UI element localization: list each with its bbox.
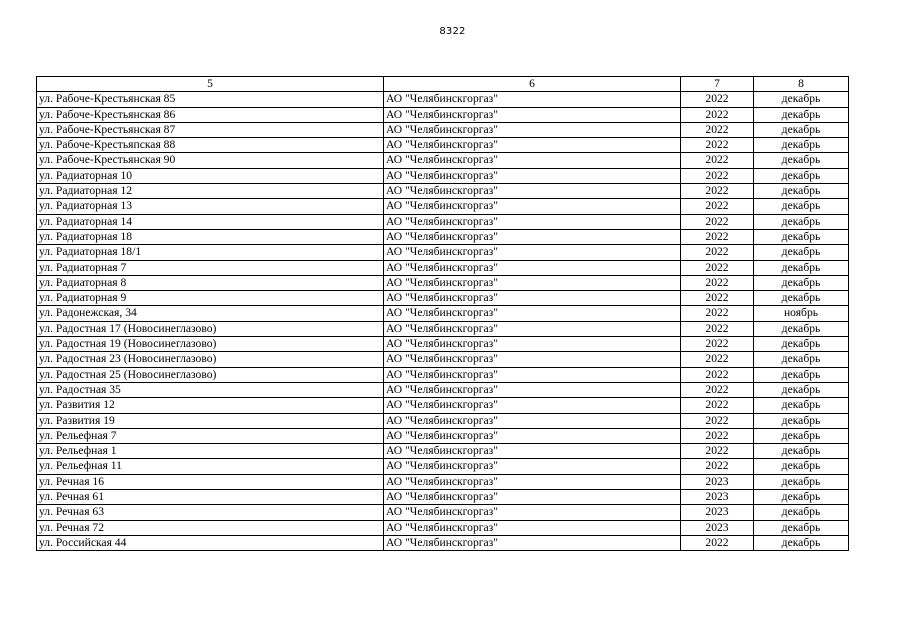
address-cell: ул. Рабоче-Крестьянская 87 <box>37 122 384 137</box>
year-cell: 2022 <box>681 122 754 137</box>
organization-cell: АО "Челябинскгоргаз" <box>384 520 681 535</box>
schedule-table <box>36 76 849 551</box>
month-cell: декабрь <box>754 199 849 214</box>
organization-cell: АО "Челябинскгоргаз" <box>384 337 681 352</box>
month-cell: декабрь <box>754 260 849 275</box>
table-row <box>37 337 849 352</box>
year-cell: 2022 <box>681 229 754 244</box>
year-cell: 2022 <box>681 291 754 306</box>
month-cell: декабрь <box>754 520 849 535</box>
address-cell: ул. Развития 12 <box>37 398 384 413</box>
table-row <box>37 352 849 367</box>
month-cell: декабрь <box>754 352 849 367</box>
table-row <box>37 520 849 535</box>
year-cell: 2022 <box>681 428 754 443</box>
address-cell: ул. Рельефная 11 <box>37 459 384 474</box>
organization-cell: АО "Челябинскгоргаз" <box>384 184 681 199</box>
address-cell: ул. Рабоче-Крестьянская 85 <box>37 92 384 107</box>
table-row <box>37 490 849 505</box>
table-row <box>37 428 849 443</box>
table-row <box>37 367 849 382</box>
organization-cell: АО "Челябинскгоргаз" <box>384 245 681 260</box>
address-cell: ул. Российская 44 <box>37 535 384 550</box>
year-cell: 2022 <box>681 260 754 275</box>
table-row <box>37 505 849 520</box>
address-cell: ул. Радиаторная 10 <box>37 168 384 183</box>
year-cell: 2023 <box>681 505 754 520</box>
address-cell: ул. Радостная 17 (Новосинеглазово) <box>37 321 384 336</box>
organization-cell: АО "Челябинскгоргаз" <box>384 490 681 505</box>
month-cell: декабрь <box>754 214 849 229</box>
organization-cell: АО "Челябинскгоргаз" <box>384 275 681 290</box>
address-cell: ул. Радиаторная 14 <box>37 214 384 229</box>
organization-cell: АО "Челябинскгоргаз" <box>384 153 681 168</box>
address-cell: ул. Радиаторная 9 <box>37 291 384 306</box>
year-cell: 2022 <box>681 92 754 107</box>
year-cell: 2023 <box>681 474 754 489</box>
table-row <box>37 398 849 413</box>
table-row <box>37 107 849 122</box>
address-cell: ул. Речная 16 <box>37 474 384 489</box>
table-row <box>37 306 849 321</box>
table-header-row <box>37 77 849 92</box>
month-cell: декабрь <box>754 168 849 183</box>
table-body <box>37 77 849 551</box>
month-cell: декабрь <box>754 367 849 382</box>
year-cell: 2022 <box>681 367 754 382</box>
address-cell: ул. Рабоче-Крестьянская 90 <box>37 153 384 168</box>
address-cell: ул. Речная 63 <box>37 505 384 520</box>
month-cell: декабрь <box>754 444 849 459</box>
organization-cell: АО "Челябинскгоргаз" <box>384 168 681 183</box>
table-row <box>37 184 849 199</box>
month-cell: декабрь <box>754 321 849 336</box>
table-row <box>37 260 849 275</box>
year-cell: 2022 <box>681 413 754 428</box>
address-cell: ул. Рабоче-Крестьянская 86 <box>37 107 384 122</box>
address-cell: ул. Речная 72 <box>37 520 384 535</box>
month-cell: декабрь <box>754 107 849 122</box>
year-cell: 2022 <box>681 184 754 199</box>
month-cell: декабрь <box>754 535 849 550</box>
address-cell: ул. Радиаторная 18/1 <box>37 245 384 260</box>
organization-cell: АО "Челябинскгоргаз" <box>384 321 681 336</box>
address-cell: ул. Радостная 19 (Новосинеглазово) <box>37 337 384 352</box>
organization-cell: АО "Челябинскгоргаз" <box>384 214 681 229</box>
address-cell: ул. Радостная 25 (Новосинеглазово) <box>37 367 384 382</box>
month-cell: декабрь <box>754 153 849 168</box>
organization-cell: АО "Челябинскгоргаз" <box>384 138 681 153</box>
table-row <box>37 444 849 459</box>
year-cell: 2022 <box>681 107 754 122</box>
page-number: 8322 <box>439 26 466 37</box>
year-cell: 2022 <box>681 382 754 397</box>
table-row <box>37 245 849 260</box>
table-row <box>37 535 849 550</box>
organization-cell: АО "Челябинскгоргаз" <box>384 199 681 214</box>
column-header-6: 6 <box>384 77 681 92</box>
organization-cell: АО "Челябинскгоргаз" <box>384 505 681 520</box>
year-cell: 2022 <box>681 199 754 214</box>
month-cell: декабрь <box>754 275 849 290</box>
year-cell: 2022 <box>681 444 754 459</box>
organization-cell: АО "Челябинскгоргаз" <box>384 92 681 107</box>
year-cell: 2022 <box>681 337 754 352</box>
year-cell: 2022 <box>681 459 754 474</box>
address-cell: ул. Радиаторная 18 <box>37 229 384 244</box>
year-cell: 2023 <box>681 490 754 505</box>
address-cell: ул. Рабоче-Крестьяпская 88 <box>37 138 384 153</box>
organization-cell: АО "Челябинскгоргаз" <box>384 306 681 321</box>
table-row <box>37 122 849 137</box>
year-cell: 2022 <box>681 214 754 229</box>
organization-cell: АО "Челябинскгоргаз" <box>384 367 681 382</box>
month-cell: декабрь <box>754 92 849 107</box>
year-cell: 2022 <box>681 398 754 413</box>
organization-cell: АО "Челябинскгоргаз" <box>384 444 681 459</box>
year-cell: 2022 <box>681 306 754 321</box>
year-cell: 2022 <box>681 138 754 153</box>
year-cell: 2022 <box>681 245 754 260</box>
organization-cell: АО "Челябинскгоргаз" <box>384 382 681 397</box>
month-cell: декабрь <box>754 398 849 413</box>
month-cell: декабрь <box>754 184 849 199</box>
month-cell: декабрь <box>754 490 849 505</box>
table-row <box>37 92 849 107</box>
month-cell: ноябрь <box>754 306 849 321</box>
table-row <box>37 138 849 153</box>
table-row <box>37 382 849 397</box>
year-cell: 2022 <box>681 321 754 336</box>
table-row <box>37 413 849 428</box>
table-row <box>37 275 849 290</box>
month-cell: декабрь <box>754 505 849 520</box>
organization-cell: АО "Челябинскгоргаз" <box>384 260 681 275</box>
organization-cell: АО "Челябинскгоргаз" <box>384 398 681 413</box>
organization-cell: АО "Челябинскгоргаз" <box>384 535 681 550</box>
organization-cell: АО "Челябинскгоргаз" <box>384 459 681 474</box>
table-row <box>37 321 849 336</box>
column-header-8: 8 <box>754 77 849 92</box>
organization-cell: АО "Челябинскгоргаз" <box>384 122 681 137</box>
month-cell: декабрь <box>754 337 849 352</box>
organization-cell: АО "Челябинскгоргаз" <box>384 428 681 443</box>
column-header-7: 7 <box>681 77 754 92</box>
year-cell: 2022 <box>681 275 754 290</box>
month-cell: декабрь <box>754 428 849 443</box>
table-row <box>37 168 849 183</box>
table-row <box>37 459 849 474</box>
month-cell: декабрь <box>754 229 849 244</box>
table-row <box>37 153 849 168</box>
month-cell: декабрь <box>754 413 849 428</box>
address-cell: ул. Радостная 23 (Новосинеглазово) <box>37 352 384 367</box>
organization-cell: АО "Челябинскгоргаз" <box>384 474 681 489</box>
month-cell: декабрь <box>754 291 849 306</box>
column-header-5: 5 <box>37 77 384 92</box>
address-cell: ул. Развития 19 <box>37 413 384 428</box>
table-row <box>37 229 849 244</box>
table-row <box>37 199 849 214</box>
organization-cell: АО "Челябинскгоргаз" <box>384 291 681 306</box>
table-row <box>37 291 849 306</box>
month-cell: декабрь <box>754 459 849 474</box>
address-cell: ул. Радостная 35 <box>37 382 384 397</box>
address-cell: ул. Радиаторная 8 <box>37 275 384 290</box>
organization-cell: АО "Челябинскгоргаз" <box>384 229 681 244</box>
table-row <box>37 474 849 489</box>
year-cell: 2022 <box>681 168 754 183</box>
month-cell: декабрь <box>754 122 849 137</box>
address-cell: ул. Радиаторная 13 <box>37 199 384 214</box>
address-cell: ул. Рельефная 7 <box>37 428 384 443</box>
organization-cell: АО "Челябинскгоргаз" <box>384 413 681 428</box>
year-cell: 2022 <box>681 352 754 367</box>
address-cell: ул. Радонежская, 34 <box>37 306 384 321</box>
address-cell: ул. Радиаторная 12 <box>37 184 384 199</box>
table-row <box>37 214 849 229</box>
address-cell: ул. Рельефная 1 <box>37 444 384 459</box>
address-cell: ул. Радиаторная 7 <box>37 260 384 275</box>
month-cell: декабрь <box>754 138 849 153</box>
address-cell: ул. Речная 61 <box>37 490 384 505</box>
month-cell: декабрь <box>754 382 849 397</box>
month-cell: декабрь <box>754 474 849 489</box>
organization-cell: АО "Челябинскгоргаз" <box>384 107 681 122</box>
year-cell: 2023 <box>681 520 754 535</box>
organization-cell: АО "Челябинскгоргаз" <box>384 352 681 367</box>
year-cell: 2022 <box>681 153 754 168</box>
year-cell: 2022 <box>681 535 754 550</box>
month-cell: декабрь <box>754 245 849 260</box>
